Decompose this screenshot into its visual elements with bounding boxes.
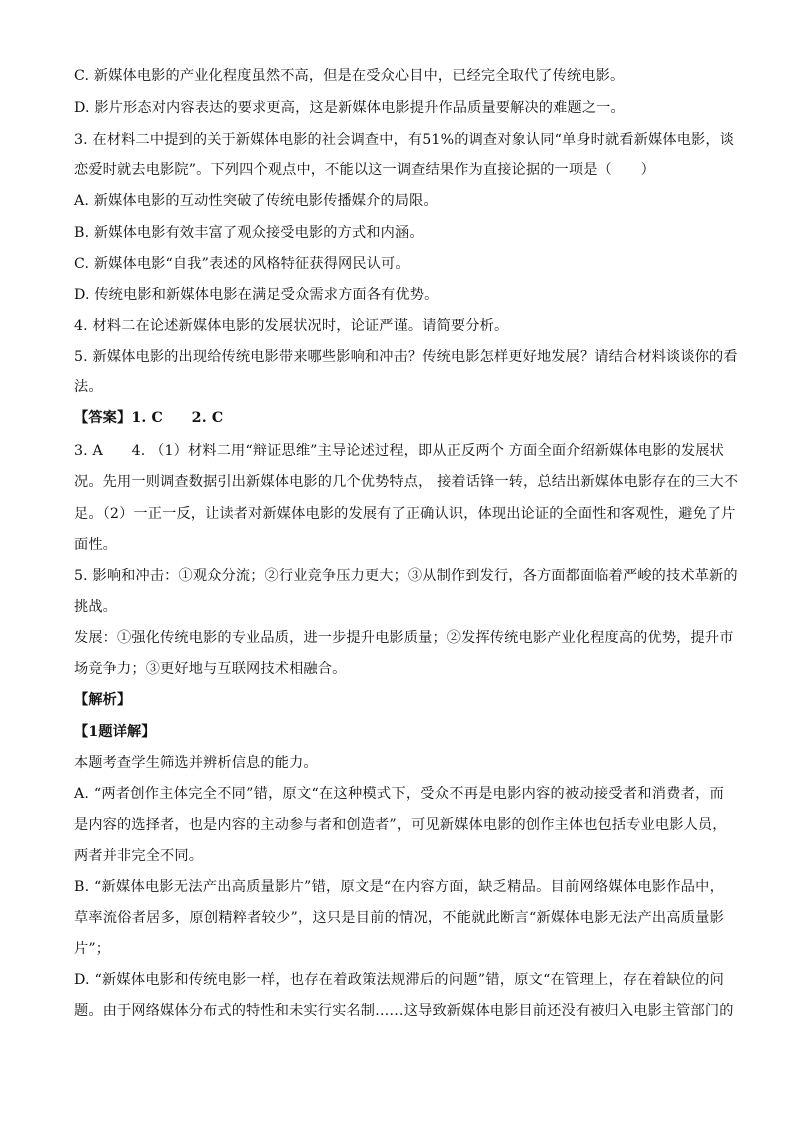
answer-heading: 【答案】1. C 2. C	[74, 410, 224, 426]
answer-4-line-1: 3. A 4. （1）材料二用“辩证思维”主导论述过程，即从正反两个 方面全面介绍新媒体电影的发展状	[74, 443, 724, 459]
question-5-line-2: 法。	[74, 379, 103, 395]
answer-4-line-3: 足。（2）一正一反，让读者对新媒体电影的发展有了正确认识，体现出论证的全面性和客观性，避免了片	[74, 506, 736, 522]
q1-b-line-3: 片”；	[74, 941, 111, 957]
answer-5-line-1: 5. 影响和冲击：①观众分流；②行业竞争压力更大；③从制作到发行，各方面都面临着严峻的技术革新的	[74, 568, 738, 584]
answer-4-line-4: 面性。	[74, 537, 118, 553]
q1-b-line-2: 草率流俗者居多，原创精粹者较少”，这只是目前的情况，不能就此断言“新媒体电影无法产出高质量影	[74, 910, 724, 926]
answer-5-line-3: 发展：①强化传统电影的专业品质，进一步提升电影质量；②发挥传统电影产业化程度高的优势，提升市	[74, 630, 734, 646]
q1-d-line-2: 题。由于网络媒体分布式的特性和未实行实名制……这导致新媒体电影目前还没有被归入电影主管部门的	[74, 1003, 734, 1019]
analysis-heading: 【解析】	[74, 692, 132, 708]
answer-5-line-2: 挑战。	[74, 599, 118, 615]
option-d-line: D. 影片形态对内容表达的要求更高，这是新媒体电影提升作品质量要解决的难题之一。	[74, 100, 625, 116]
q1-b-line-1: B. “新媒体电影无法产出高质量影片”错，原文是“在内容方面，缺乏精品。目前网络媒体电影作品中，	[74, 879, 724, 895]
q1-d-line-1: D. “新媒体电影和传统电影一样，也存在着政策法规滞后的问题”错，原文“在管理上，存在着缺位的问	[74, 972, 724, 988]
q3-option-c: C. 新媒体电影“自我”表述的风格特征获得网民认可。	[74, 256, 410, 272]
q3-option-b: B. 新媒体电影有效丰富了观众接受电影的方式和内涵。	[74, 225, 424, 241]
q3-option-d: D. 传统电影和新媒体电影在满足受众需求方面各有优势。	[74, 287, 439, 303]
answer-4-line-2: 况。先用一则调查数据引出新媒体电影的几个优势特点， 接着话锋一转，总结出新媒体电影存在的三大不	[74, 474, 739, 490]
answer-5-line-4: 场竞争力；③更好地与互联网技术相融合。	[74, 661, 347, 677]
q3-option-a: A. 新媒体电影的互动性突破了传统电影传播媒介的局限。	[74, 193, 438, 209]
q1-detail-heading: 【1题详解】	[74, 724, 156, 740]
question-3-line-1: 3. 在材料二中提到的关于新媒体电影的社会调查中，有51%的调查对象认同“单身时就看新媒体电影，谈	[74, 132, 735, 148]
option-c-line: C. 新媒体电影的产业化程度虽然不高，但是在受众心目中，已经完全取代了传统电影。	[74, 68, 625, 84]
q1-a-line-3: 两者并非完全不同。	[74, 848, 204, 864]
q1-intro: 本题考查学生筛选并辨析信息的能力。	[74, 755, 318, 771]
q1-a-line-2: 是内容的选择者，也是内容的主动参与者和创造者”，可见新媒体电影的创作主体也包括专业电影人员，	[74, 817, 727, 833]
q1-a-line-1: A. “两者创作主体完全不同”错，原文“在这种模式下，受众不再是电影内容的被动接受者和消费者，而	[74, 786, 724, 802]
question-3-line-2: 恋爱时就去电影院”。下列四个观点中，不能以这一调查结果作为直接论据的一项是（ ）	[74, 162, 655, 178]
question-5-line-1: 5. 新媒体电影的出现给传统电影带来哪些影响和冲击？传统电影怎样更好地发展？请结合材料谈谈你的看	[74, 349, 738, 365]
question-4: 4. 材料二在论述新媒体电影的发展状况时，论证严谨。请简要分析。	[74, 318, 509, 334]
